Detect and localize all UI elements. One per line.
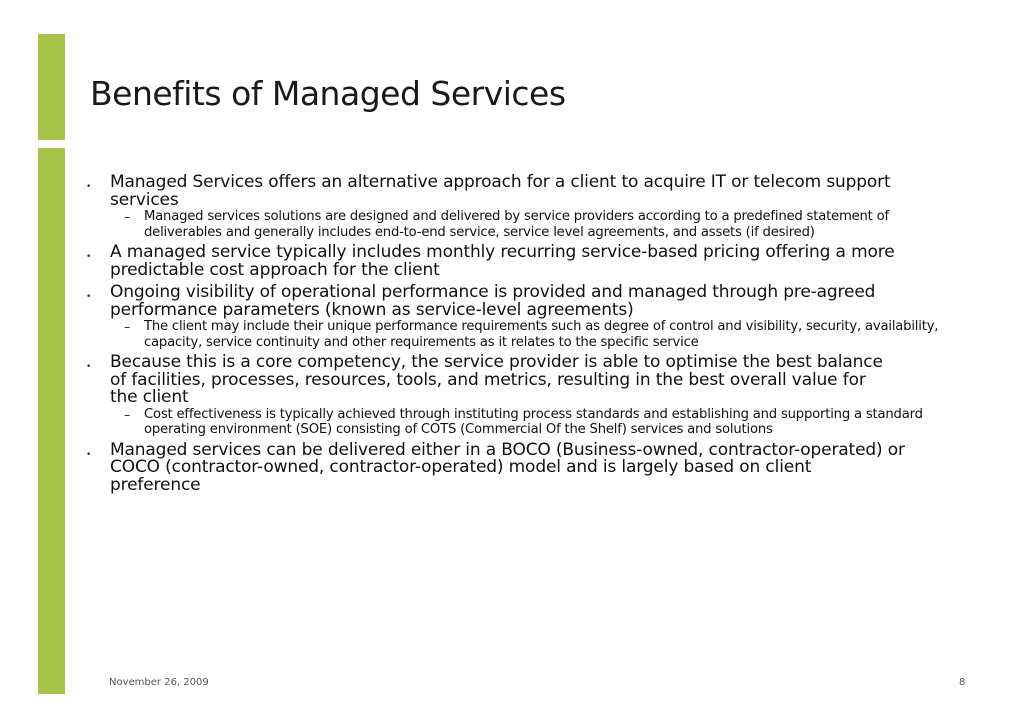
bullet-text: A managed service typically includes monthly recurring service-based pricing offering a more predictable cost approach for the client xyxy=(110,242,895,280)
bullet-item xyxy=(86,244,926,279)
bullet-text: Ongoing visibility of operational performance is provided and managed through pre-agreed performance parameters (known as service-level agreements) xyxy=(110,282,876,320)
bullet-text: Managed Services offers an alternative approach for a client to acquire IT or telecom support services xyxy=(110,172,891,210)
sub-bullet-text: The client may include their unique performance requirements such as degree of control and visibility, security, availability, capacity, service continuity and other requirements as it relates to the specific service xyxy=(144,319,939,350)
accent-bar-top xyxy=(38,34,65,140)
dash-icon: – xyxy=(124,209,131,224)
sub-bullet-text: Managed services solutions are designed and delivered by service providers according to a predefined statement of deliverables and generally includes end-to-end service, service level agreements, and assets (if desired) xyxy=(144,209,889,240)
sub-bullet-item xyxy=(86,209,916,240)
bullet-list xyxy=(86,174,966,494)
sub-bullet-item xyxy=(86,407,926,438)
dash-icon: – xyxy=(124,319,131,334)
slide-title: Benefits of Managed Services xyxy=(90,74,566,113)
bullet-item xyxy=(86,284,916,319)
dash-icon: – xyxy=(124,406,131,422)
accent-bar-bottom xyxy=(38,148,65,694)
page-number: 8 xyxy=(959,677,966,688)
bullet-icon: • xyxy=(86,252,92,262)
bullet-item xyxy=(86,174,916,209)
bullet-item xyxy=(86,439,906,495)
bullet-item xyxy=(86,354,896,407)
bullet-icon: • xyxy=(86,449,92,460)
sub-bullet-text: Cost effectiveness is typically achieved through instituting process standards and establishing and supporting a standard operating environment (SOE) consisting of COTS (Commercial Of the Shelf) services and solutions xyxy=(144,406,923,437)
bullet-icon: • xyxy=(86,362,92,372)
footer-date: November 26, 2009 xyxy=(109,677,209,688)
bullet-text: Because this is a core competency, the service provider is able to optimise the best balance of facilities, processes, resources, tools, and metrics, resulting in the best overall value for the client xyxy=(110,352,883,407)
bullet-icon: • xyxy=(86,182,92,192)
bullet-icon: • xyxy=(86,292,92,302)
sub-bullet-item xyxy=(86,319,946,350)
bullet-text: Managed services can be delivered either in a BOCO (Business-owned, contractor-operated) or COCO (contractor-owned, contractor-operated) model and is largely based on client preference xyxy=(110,439,905,495)
